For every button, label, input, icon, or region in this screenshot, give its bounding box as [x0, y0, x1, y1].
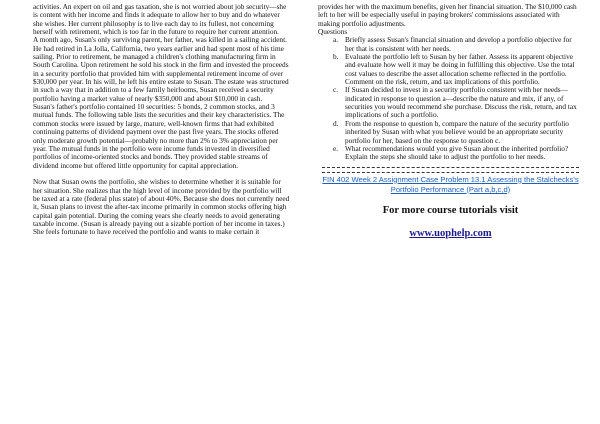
tutorials-heading: For more course tutorials visit [382, 204, 519, 216]
question-text: Briefly assess Susan's financial situation and develop a portfolio objective for her that is consistent with her needs. [345, 35, 572, 53]
list-marker: d. [333, 118, 339, 128]
list-marker: b. [333, 52, 339, 62]
question-text: If Susan decided to invest in a security portfolio consistent with her needs—indicated in response to question a—describe the nature and mix, if any, of securities you would recommend she purchase. Discuss the risk, return, and tax implications of such a portfolio. [345, 85, 577, 120]
paragraph: provides her with the maximum benefits, given her financial situation. The $10,000 cash left to her will be especially useful in paying brokers' commissions associated with making portfolio adjustments. [318, 2, 577, 28]
left-column [33, 3, 290, 237]
list-marker: e. [333, 143, 339, 153]
right-column [318, 3, 583, 240]
question-text: What recommendations would you give Susan about the inherited portfolio? Explain the steps she should take to adjust the portfolio to her needs. [345, 143, 569, 162]
list-item [333, 52, 583, 87]
question-text: Evaluate the portfolio left to Susan by her father. Assess its apparent objective and evaluate how well it may be doing in fulfilling this objective. Use the total cost values to describe the asset allocation scheme reflected in the portfolio. Comment on the risk, return, and tax implications of this portfolio. [345, 52, 575, 87]
paragraph: A month ago, Susan's only surviving parent, her father, was killed in a sailing accident. He had retired in La Jolla, California, two years earlier and had spent most of his time sailing. Prior to retirement, he managed a children's clothing manufacturing firm in South Carolina. Upon retirement he sold his stock in the firm and invested the proceeds in a security portfolio that provided him with supplemental retirement income of over $30,000 per year. In his will, he left his entire estate to Susan. The estate was structured in such a way that in addition to a few family heirlooms, Susan received a security portfolio having a market value of nearly $350,000 and about $10,000 in cash. [33, 35, 289, 103]
question-text: From the response to question b, compare the nature of the security portfolio inherited by Susan with what you believe would be an appropriate security portfolio for her, based on the response to question c. [345, 118, 569, 145]
website-link[interactable]: www.uophelp.com [409, 227, 492, 239]
dashed-separator [322, 167, 579, 173]
questions-list [318, 36, 583, 161]
list-item [333, 118, 583, 145]
list-item [333, 85, 583, 120]
questions-heading: Questions [318, 27, 348, 37]
paragraph: Now that Susan owns the portfolio, she wishes to determine whether it is suitable for her situation. She realizes that the high level of income provided by the portfolio will be taxed at a rate (federal plus state) of about 40%. Because she does not currently need it, Susan plans to invest the after-tax income primarily in common stocks offering high capital gain potential. During the coming years she clearly needs to avoid generating taxable income. (Susan is already paying out a sizable portion of her income in taxes.) She feels fortunate to have received the portfolio and wants to make certain it [33, 177, 290, 237]
list-item [333, 35, 583, 53]
paragraph: Susan's father's portfolio contained 10 securities: 5 bonds, 2 common stocks, and 3 mutual funds. The following table lists the securities and their key characteristics. The common stocks were issued by large, mature, well-known firms that had exhibited continuing patterns of dividend payment over the past five years. The stocks offered only moderate growth potential—probably no more than 2% to 3% appreciation per year. The mutual funds in the portfolio were income funds invested in diversified portfolios of income-oriented stocks and bonds. They provided stable streams of dividend income but offered little opportunity for capital appreciation. [33, 102, 285, 170]
list-marker: c. [333, 85, 339, 95]
paragraph: activities. An expert on oil and gas taxation, she is not worried about job security—she is content with her income and finds it adequate to allow her to buy and do whatever she wishes. Her current philosophy is to live each day to its fullest, not concerning herself with retirement, which is too far in the future to require her current attention. [33, 2, 287, 37]
list-item [333, 143, 583, 162]
list-marker: a. [333, 35, 339, 45]
assignment-link[interactable]: FIN 402 Week 2 Assignment Case Problem 13.1 Assessing the Stalchecks's Portfolio Performance (Part a,b,c,d) [322, 174, 579, 194]
